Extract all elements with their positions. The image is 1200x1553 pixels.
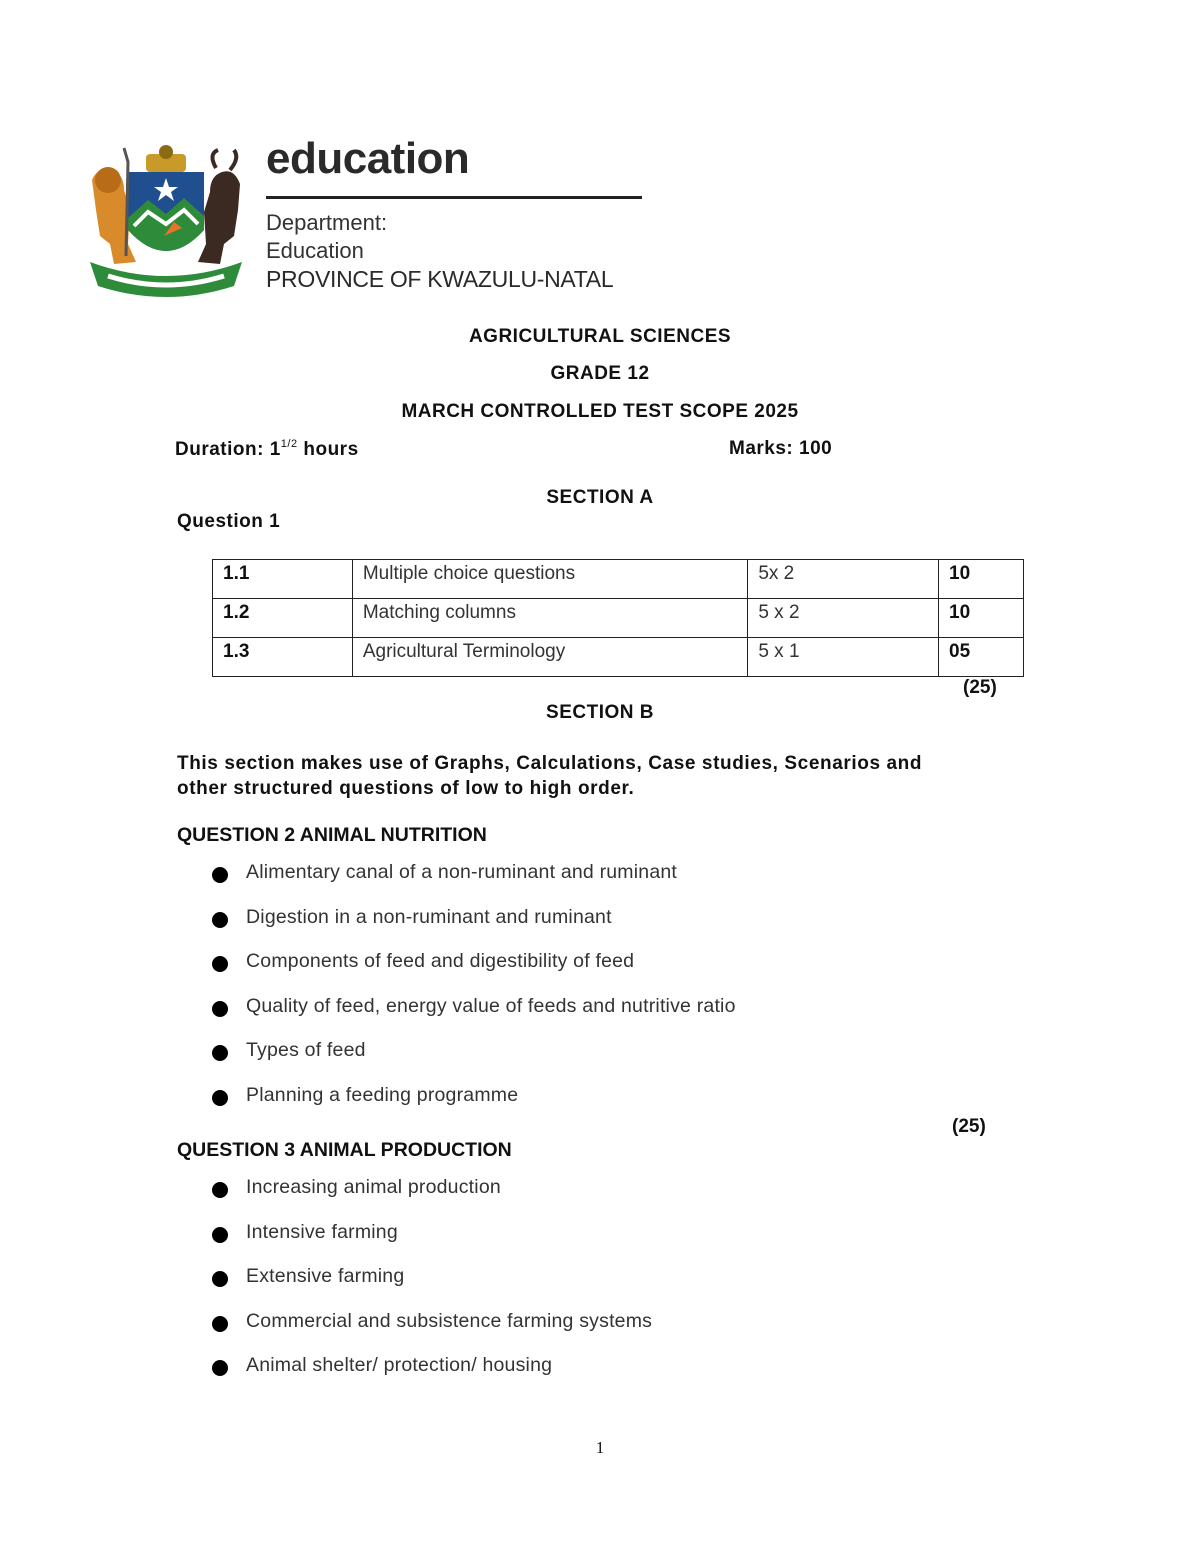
bullet-icon [212, 1316, 228, 1332]
list-item-text: Types of feed [246, 1039, 366, 1062]
table-row [213, 599, 1024, 638]
duration-suffix: hours [297, 439, 359, 460]
list-item [212, 1265, 652, 1310]
question-2-topic-list [212, 861, 736, 1129]
brand-wordmark: education [266, 134, 470, 183]
question-2-total: (25) [952, 1116, 986, 1137]
department-label: Department: [266, 210, 388, 235]
list-item-text: Intensive farming [246, 1220, 398, 1243]
list-item [212, 1354, 652, 1399]
list-item-text: Animal shelter/ protection/ housing [246, 1354, 553, 1377]
table-cell-description: Agricultural Terminology [352, 638, 748, 677]
bullet-icon [212, 1090, 228, 1106]
list-item [212, 1310, 652, 1355]
table-cell-marks: 10 [939, 599, 1024, 638]
bullet-icon [212, 1045, 228, 1061]
list-item [212, 1221, 652, 1266]
bullet-icon [212, 1182, 228, 1198]
list-item-text: Commercial and subsistence farming systems [246, 1309, 653, 1332]
bullet-icon [212, 1227, 228, 1243]
kzn-coat-of-arms-icon [84, 140, 248, 302]
table-cell-number: 1.1 [213, 560, 353, 599]
table-cell-description: Multiple choice questions [352, 560, 748, 599]
duration-fraction: 1/2 [280, 438, 298, 450]
table-cell-calculation: 5x 2 [748, 560, 939, 599]
province-name: PROVINCE OF KWAZULU-NATAL [266, 266, 614, 292]
question-1-table [212, 559, 1024, 677]
question-1-label: Question 1 [177, 511, 281, 532]
table-cell-marks: 05 [939, 638, 1024, 677]
list-item [212, 861, 736, 906]
bullet-icon [212, 1001, 228, 1017]
table-cell-calculation: 5 x 2 [748, 599, 939, 638]
subject-title: AGRICULTURAL SCIENCES [468, 326, 732, 347]
bullet-icon [212, 1360, 228, 1376]
brand-divider [266, 196, 642, 199]
question-3-heading: QUESTION 3 ANIMAL PRODUCTION [177, 1139, 512, 1161]
test-title: MARCH CONTROLLED TEST SCOPE 2025 [401, 401, 799, 422]
question-2-heading: QUESTION 2 ANIMAL NUTRITION [177, 824, 487, 846]
list-item [212, 995, 736, 1040]
marks-label: Marks: 100 [729, 438, 833, 459]
table-cell-calculation: 5 x 1 [748, 638, 939, 677]
table-cell-marks: 10 [939, 560, 1024, 599]
section-a-heading: SECTION A [546, 487, 654, 508]
list-item [212, 1176, 652, 1221]
bullet-icon [212, 867, 228, 883]
grade-title: GRADE 12 [550, 363, 650, 384]
list-item-text: Extensive farming [246, 1265, 405, 1288]
table-cell-number: 1.2 [213, 599, 353, 638]
section-a-total: (25) [963, 677, 997, 698]
table-cell-description: Matching columns [352, 599, 748, 638]
list-item [212, 950, 736, 995]
list-item [212, 1084, 736, 1129]
bullet-icon [212, 1271, 228, 1287]
section-b-note-line-1: This section makes use of Graphs, Calculations, Case studies, Scenarios and [177, 753, 923, 774]
bullet-icon [212, 912, 228, 928]
list-item-text: Planning a feeding programme [246, 1083, 519, 1106]
duration-prefix: Duration: 1 [175, 439, 281, 460]
list-item-text: Quality of feed, energy value of feeds and nutritive ratio [246, 994, 736, 1017]
section-b-note-line-2: other structured questions of low to high order. [177, 778, 635, 799]
question-3-topic-list [212, 1176, 652, 1399]
department-name: Education [266, 238, 364, 263]
list-item [212, 1039, 736, 1084]
list-item [212, 906, 736, 951]
table-cell-number: 1.3 [213, 638, 353, 677]
page-number: 1 [595, 1438, 605, 1457]
list-item-text: Alimentary canal of a non-ruminant and ruminant [246, 861, 678, 883]
list-item-text: Digestion in a non-ruminant and ruminant [246, 905, 612, 928]
section-b-heading: SECTION B [546, 702, 654, 723]
table-row [213, 638, 1024, 677]
list-item-text: Components of feed and digestibility of feed [246, 950, 635, 973]
duration-label [175, 438, 359, 461]
bullet-icon [212, 956, 228, 972]
table-row [213, 560, 1024, 599]
list-item-text: Increasing animal production [246, 1176, 501, 1198]
